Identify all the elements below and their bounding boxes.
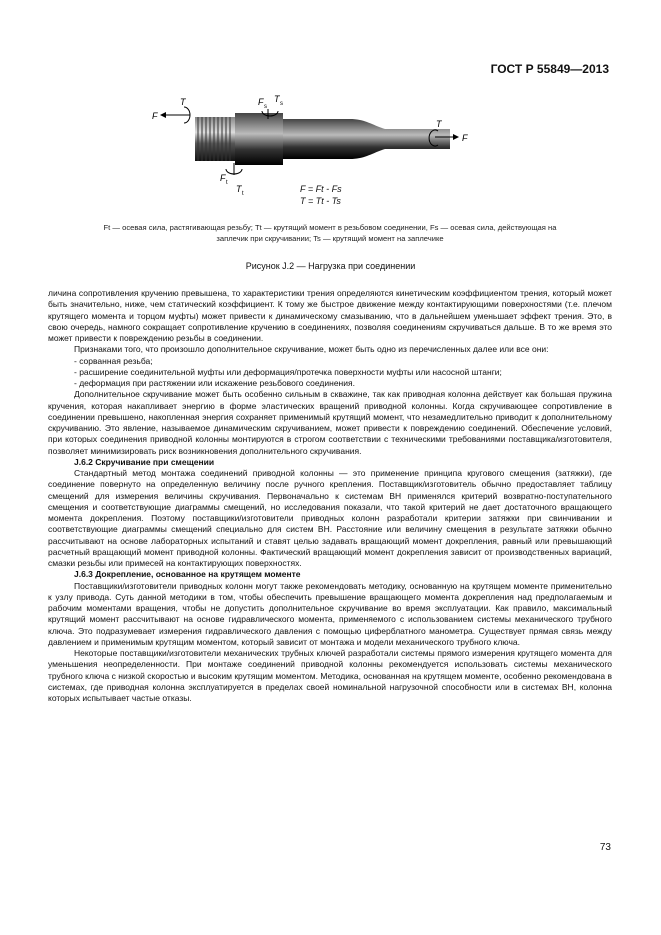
section-heading: J.6.3 Докрепление, основанное на крутящем моменте (74, 569, 301, 580)
figure-legend (40, 222, 620, 244)
paragraph: Признаками того, что произошло дополнительное скручивание, может быть одно из перечисленных далее или все они: (74, 344, 549, 355)
label-tt-sub: t (242, 191, 244, 197)
section-heading: J.6.2 Скручивание при смещении (74, 456, 215, 467)
label-t-right: T (436, 119, 442, 129)
paragraph: Дополнительное скручивание может быть особенно сильным в скважине, так как приводная колонна действует как большая пружина кручения, которая накапливает энергию в форме эластических вращений приводной колонны. Когда скручивающее сопротивление в соединении превышено, накопленная энергия сохраняет применимый крутящий момент, что незамедлительно приводит к дополнительному скручиванию. Это явление, называемое динамическим скручиванием, может привести к повреждению соединений. Обеспечение условий, при которых соединения приводной колонны монтируются в строгом соответствии с техническими требованиями поставщика/изготовителя, позволяет минимизировать риск возникновения дополнительного скручивания. (48, 389, 612, 456)
label-fs-sub: s (264, 104, 267, 110)
legend-line-2: заплечик при скручивании; Ts — крутящий момент на заплечике (216, 234, 444, 243)
equation-force: F = Ft - Fs (300, 184, 342, 194)
label-ts-sub: s (280, 101, 283, 107)
list-item: - расширение соединительной муфты или деформация/протечка поверхности муфты или насосной штанги; (74, 366, 502, 377)
figure-equations (300, 183, 342, 207)
label-tt: T (236, 184, 242, 194)
equation-torque: T = Tt - Ts (300, 196, 341, 206)
figure-caption: Рисунок J.2 — Нагрузка при соединении (245, 261, 416, 271)
label-fs: F (258, 97, 264, 107)
label-ts: T (274, 95, 280, 104)
page-number: 73 (599, 842, 611, 853)
list-item: - деформация при растяжении или искажение резьбового соединения. (74, 378, 355, 388)
body-text (48, 288, 612, 704)
thread-section (195, 117, 235, 161)
label-ft: F (220, 173, 226, 183)
paragraph: Поставщики/изготовители приводных колонн могут также рекомендовать методику, основанную на крутящем моменте применительно к узлу привода. Суть данной методики в том, чтобы обеспечить превышение вращающего момента докрепления над предполагаемым и рабочим моментами вращения, чтобы не допустить дополнительное скручивание во время эксплуатации. Как правило, максимальный крутящий момент рассчитывают на основе гидравлического момента, применяемого с использованием системы механического трубного ключа. Это подразумевает измерения гидравлического давления с помощью циферблатного манометра. Существует прямая связь между давлением и применимым крутящим моментом, который зависит от монтажа и модели механического трубного ключа. (48, 580, 612, 647)
paragraph: Стандартный метод монтажа соединений приводной колонны — это применение принципа кругового смещения (затяжки), где соединение повернуто на определенную величину после ручного крепления. Поставщик/изготовитель обычно предоставляет таблицу смещений для измерения величины скручивания. Первоначально к системам ВН применялся критерий возвратно-поступательного смещения и соответствующие диаграммы смещений, но исследования показали, что такой критерий не дает достаточного вращающего момента докрепления. Поэтому поставщики/изготовители приводных колонн разработали критерии затяжки при свинчивании и соответствующие диаграммы смещений специально для систем ВН. Расстояние или величину смещения в результате затяжки обычно рассчитывают на основе лабораторных испытаний и ставят целью задавать вращающий момент докрепления, равный или превышающий расчетный вращающий момент приводной колонны. Фактический вращающий момент докрепления зависит от производственных вариаций, смазки резьбы или примесей на контактирующих поверхностях. (48, 468, 612, 568)
document-header: ГОСТ Р 55849—2013 (490, 62, 609, 76)
pipe-body (283, 119, 450, 159)
label-f-right: F (462, 133, 468, 143)
paragraph: Некоторые поставщики/изготовители механических трубных ключей разработали системы прямого измерения крутящего момента для уменьшения неопределенности. При монтаже соединений приводной колонны рекомендуется использовать системы механического трубного ключа с низкой скоростью и высоким крутящим моментом. Методика, основанная на крутящем моменте, особенно рекомендована в системах, где приводная колонна эксплуатируется в пределах своей номинальной нагрузочной способности или в системах ВН, колонна которых испытывает частые отказы. (48, 648, 612, 703)
label-t-left: T (180, 97, 186, 107)
coupling (235, 113, 283, 165)
paragraph: личина сопротивления кручению превышена, то характеристики трения определяются кинетическим коэффициентом трения, который может быть значительно, ниже, чем статический коэффициент. К тому же быстрое движение между контактирующими поверхностями (т.е. плечом крутящего момента и торцом муфты) может привести к динамическому смазыванию, что в дальнейшем уменьшает эффект трения. Это, в свою очередь, намного сокращает сопротивление кручению в соединениях, позволяя соединениям скручиваться дальше. В то же время это может привести к повреждению резьбы в соединении. (48, 288, 612, 343)
legend-line-1: Ft — осевая сила, растягивающая резьбу; Tt — крутящий момент в резьбовом соединении, Fs — осевая сила, действующая на (103, 223, 557, 232)
list-item: - сорванная резьба; (74, 355, 153, 366)
label-f-left: F (152, 111, 158, 121)
label-ft-sub: t (226, 180, 228, 186)
